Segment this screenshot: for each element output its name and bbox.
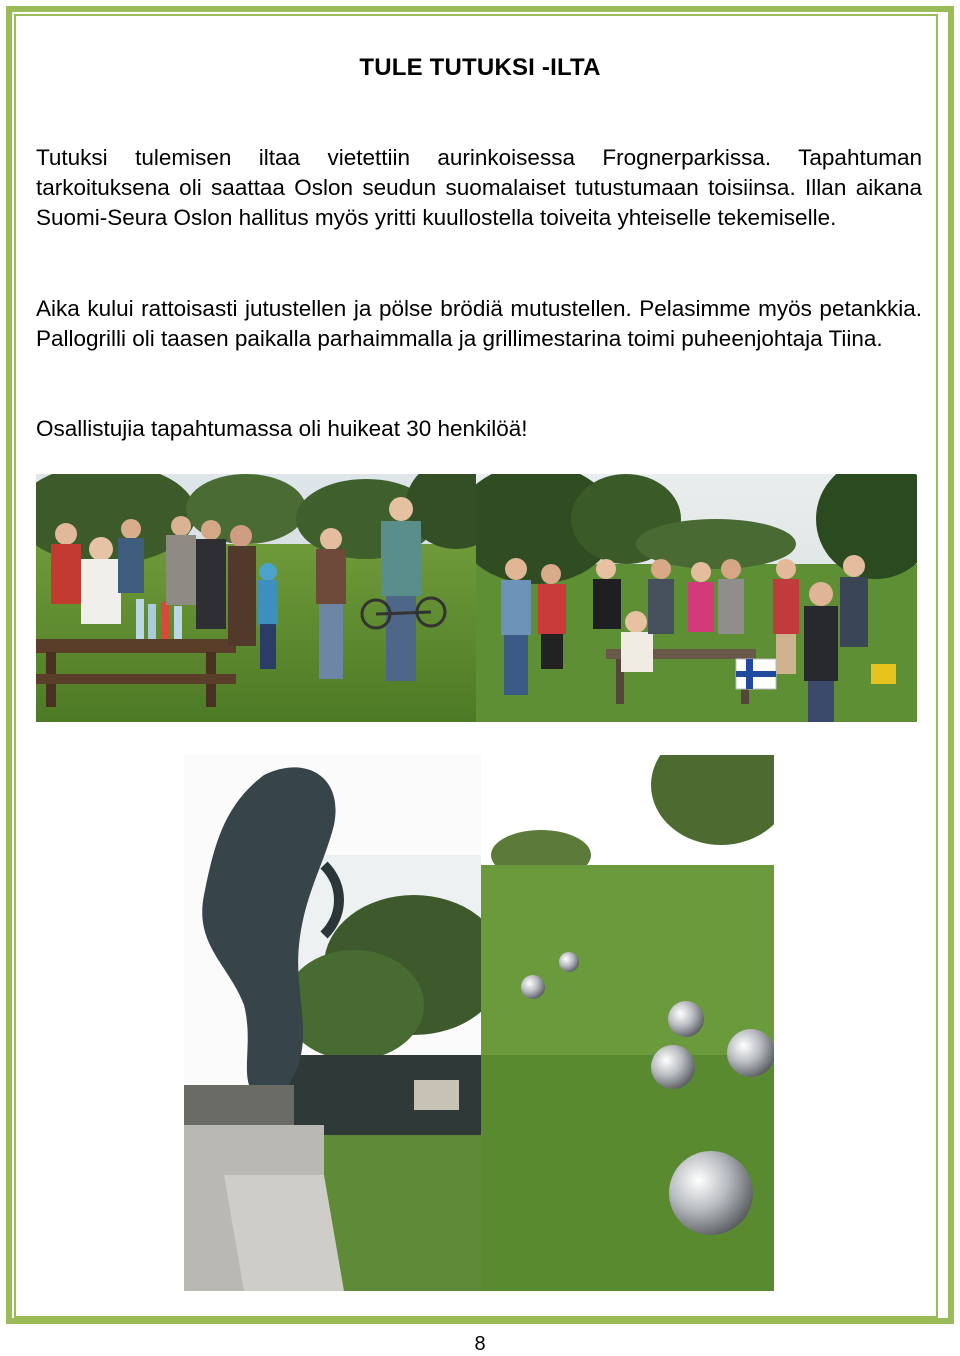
photo-picnic-group bbox=[36, 474, 476, 722]
photo-sculpture bbox=[184, 755, 481, 1291]
photo-petanque-balls bbox=[481, 755, 774, 1291]
paragraph-intro: Tutuksi tulemisen iltaa vietettiin aurinkoisessa Frognerparkissa. Tapahtuman tarkoituksena oli saattaa Oslon seudun suomalaiset tutustumaan toisiinsa. Illan aikana Suomi-Seura Oslon hallitus myös yritti kuullostella toiveita yhteiselle tekemiselle. bbox=[36, 145, 922, 230]
page-title: TULE TUTUKSI -ILTA bbox=[359, 54, 601, 81]
paragraph-activities: Aika kului rattoisasti jutustellen ja pölse brödiä mutustellen. Pelasimme myös petankkia. Pallogrilli oli taasen paikalla parhaimmalla ja grillimestarina toimi puheenjohtaja Tiina. bbox=[36, 296, 922, 351]
paragraph-attendance: Osallistujia tapahtumassa oli huikeat 30 henkilöä! bbox=[36, 416, 528, 441]
photo-group-gathering bbox=[476, 474, 917, 722]
page-number: 8 bbox=[474, 1333, 486, 1355]
